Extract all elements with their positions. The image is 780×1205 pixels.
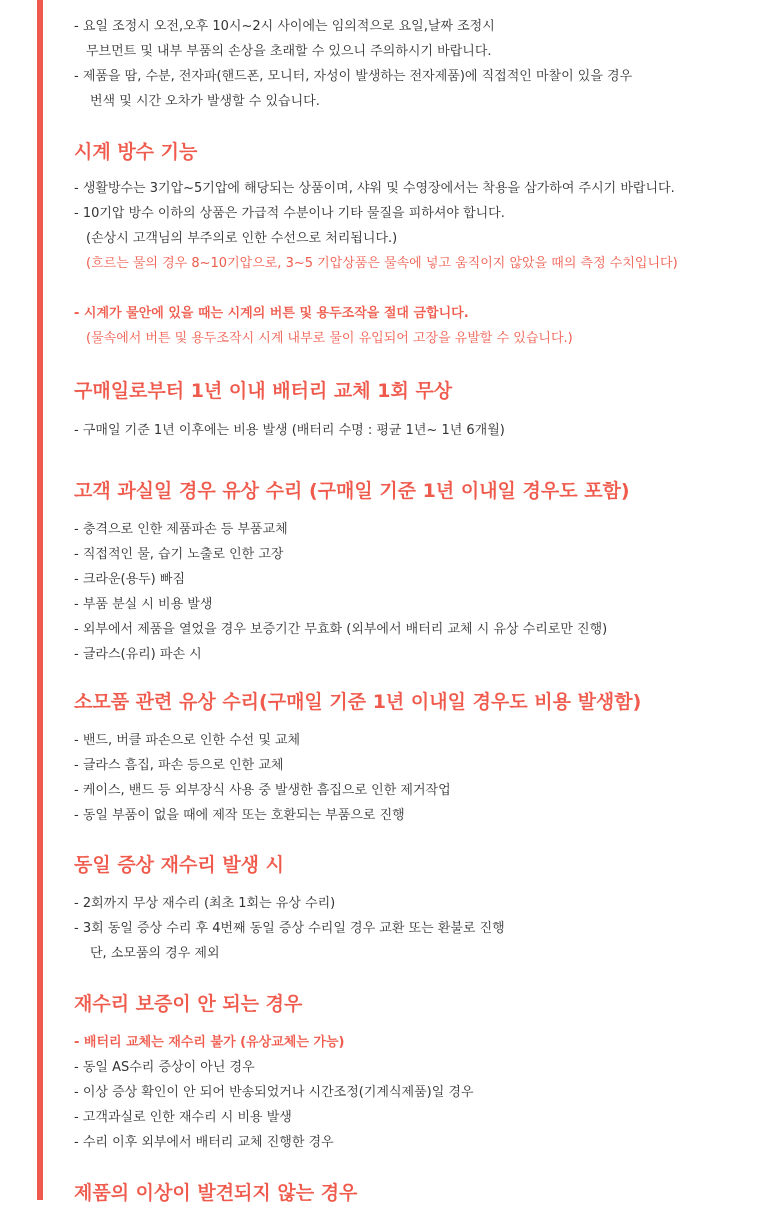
same-symptom-line-2: - 3회 동일 증상 수리 후 4번째 동일 증상 수리일 경우 교환 또는 환불로 진행 [74,921,505,936]
customer-fault-section [74,479,764,503]
customer-fault-line-6: - 글라스(유리) 파손 시 [74,647,202,662]
consumables-title: 소모품 관련 유상 수리(구매일 기준 1년 이내일 경우도 비용 발생함) [74,691,642,713]
no-defect-title: 제품의 이상이 발견되지 않는 경우 [74,1182,358,1204]
no-warranty-body [74,1030,764,1155]
intro-line-3: - 제품을 땀, 수분, 전자파(핸드폰, 모니터, 자성이 발생하는 전자제품)에 직접적인 마찰이 있을 경우 [74,69,633,84]
consumables-line-4: - 동일 부품이 없을 때에 제작 또는 호환되는 부품으로 진행 [74,808,405,823]
consumables-line-1: - 밴드, 버클 파손으로 인한 수선 및 교체 [74,733,301,748]
consumables-section [74,690,764,714]
waterproof-line-6: (물속에서 버튼 및 용두조작시 시계 내부로 물이 유입되어 고장을 유발할 수 있습니다.) [86,331,573,346]
consumables-body [74,728,764,828]
no-warranty-line-1: - 배터리 교체는 재수리 불가 (유상교체는 가능) [74,1035,345,1050]
same-symptom-body [74,891,764,966]
waterproof-line-1: - 생활방수는 3기압~5기압에 해당되는 상품이며, 샤워 및 수영장에서는 착용을 삼가하여 주시기 바랍니다. [74,181,675,196]
customer-fault-body [74,517,764,667]
intro-line-2: 무브먼트 및 내부 부품의 손상을 초래할 수 있으니 주의하시기 바랍니다. [86,44,492,59]
customer-fault-title: 고객 과실일 경우 유상 수리 (구매일 기준 1년 이내일 경우도 포함) [74,480,630,502]
battery-line-1: - 구매일 기준 1년 이후에는 비용 발생 (배터리 수명 : 평균 1년~ 1년 6개월) [74,423,505,438]
no-warranty-section [74,992,764,1016]
same-symptom-section [74,853,764,877]
intro-section [74,14,764,114]
left-accent-bar [37,0,43,1200]
same-symptom-title: 동일 증상 재수리 발생 시 [74,854,284,876]
intro-line-4: 번색 및 시간 오차가 발생할 수 있습니다. [90,94,320,109]
no-warranty-line-3: - 이상 증상 확인이 안 되어 반송되었거나 시간조정(기계식제품)일 경우 [74,1085,474,1100]
waterproof-section [74,140,764,164]
same-symptom-line-3: 단, 소모품의 경우 제외 [90,946,220,961]
waterproof-line-5: - 시계가 물안에 있을 때는 시계의 버튼 및 용두조작을 절대 금합니다. [74,306,469,321]
no-warranty-line-5: - 수리 이후 외부에서 배터리 교체 진행한 경우 [74,1135,334,1150]
battery-title: 구매일로부터 1년 이내 배터리 교체 1회 무상 [74,380,453,402]
no-warranty-line-4: - 고객과실로 인한 재수리 시 비용 발생 [74,1110,292,1125]
no-defect-section [74,1181,764,1205]
waterproof-body [74,176,764,276]
waterproof-warning [74,301,764,351]
no-warranty-line-2: - 동일 AS수리 증상이 아닌 경우 [74,1060,255,1075]
waterproof-line-4: (흐르는 물의 경우 8~10기압으로, 3~5 기압상품은 물속에 넣고 움직이지 않았을 때의 측정 수치입니다) [86,256,678,271]
waterproof-title: 시계 방수 기능 [74,141,198,163]
battery-section [74,379,764,403]
customer-fault-line-1: - 충격으로 인한 제품파손 등 부품교체 [74,522,288,537]
customer-fault-line-2: - 직접적인 물, 습기 노출로 인한 고장 [74,547,284,562]
same-symptom-line-1: - 2회까지 무상 재수리 (최초 1회는 유상 수리) [74,896,336,911]
waterproof-line-2: - 10기압 방수 이하의 상품은 가급적 수분이나 기타 물질을 피하셔야 합니다. [74,206,505,221]
customer-fault-line-3: - 크라운(용두) 빠짐 [74,572,186,587]
no-warranty-title: 재수리 보증이 안 되는 경우 [74,993,303,1015]
customer-fault-line-4: - 부품 분실 시 비용 발생 [74,597,213,612]
customer-fault-line-5: - 외부에서 제품을 열었을 경우 보증기간 무효화 (외부에서 배터리 교체 시 유상 수리로만 진행) [74,622,608,637]
battery-body [74,418,764,443]
consumables-line-3: - 케이스, 밴드 등 외부장식 사용 중 발생한 흠집으로 인한 제거작업 [74,783,451,798]
consumables-line-2: - 글라스 흠집, 파손 등으로 인한 교체 [74,758,284,773]
intro-line-1: - 요일 조정시 오전,오후 10시~2시 사이에는 임의적으로 요일,날짜 조정시 [74,19,495,34]
waterproof-line-3: (손상시 고객님의 부주의로 인한 수선으로 처리됩니다.) [86,231,398,246]
